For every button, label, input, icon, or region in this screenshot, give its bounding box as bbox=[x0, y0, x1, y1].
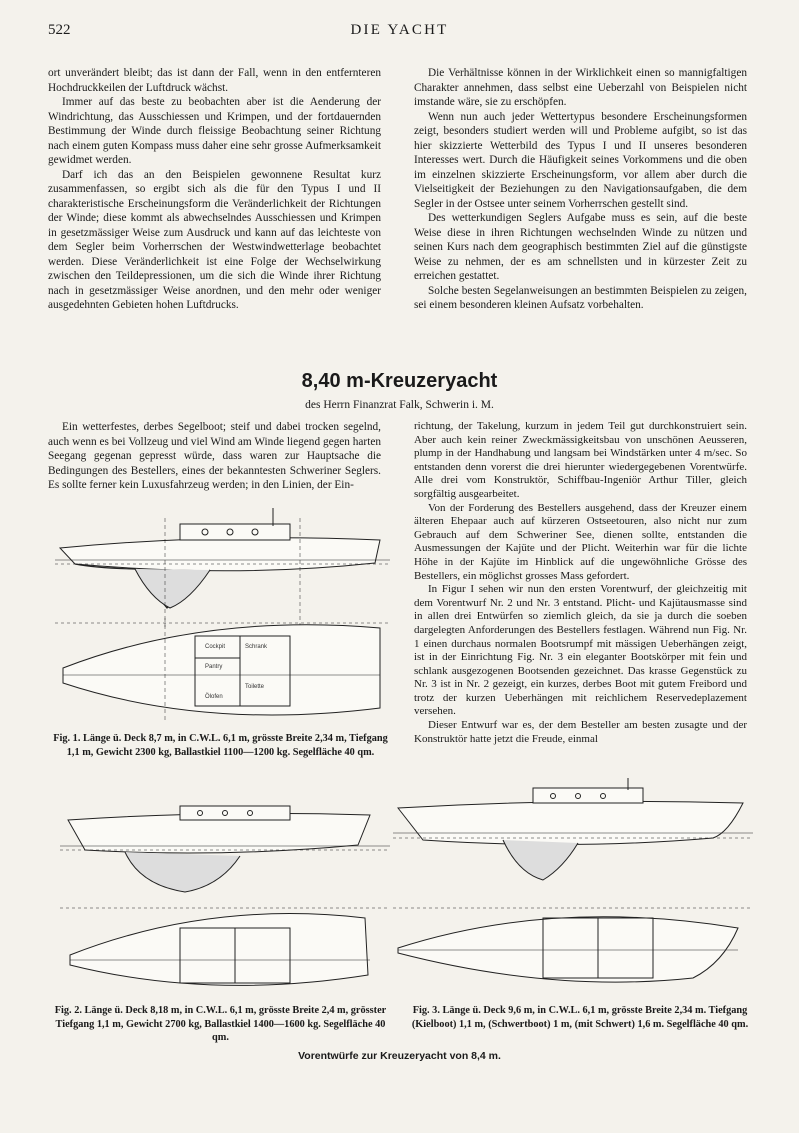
paragraph: Darf ich das an den Beispielen gewonnene Resultat kurz zusammenfassen, so ergibt sich als die für den Typus I und II charakteristische Erscheinungsform die Veränderlichkeit der Richtungen der Winde; diese kommt als abwechselndes Ausschiessen und Krimpen in gesetzmässiger Weise zum Ausdruck und kann auf das leichteste von dem Segler beim Vorherrschen der Westwindwetterlage beobachtet werden. Diese Veränderlichkeit ist eine Folge der Wechselwirkung zwischen den Teildepressionen, um die sich die Winde ihrer Richtung nach in gesetzmässiger Weise anordnen, und den mehr oder weniger ausgedehnten Gebieten hohen Luftdrucks. bbox=[48, 168, 381, 311]
running-title: DIE YACHT bbox=[350, 22, 449, 38]
figure-2-caption: Fig. 2. Länge ü. Deck 8,18 m, in C.W.L. 6,1 m, grösste Breite 2,4 m, grösster Tiefgang 1,1 m, Gewicht 2700 kg, Ballastkiel 1400—1600 kg. Segelfläche 40 qm. bbox=[54, 1005, 387, 1043]
figure-2-drawing bbox=[60, 800, 390, 1000]
paragraph: Solche besten Segelanweisungen an bestimmten Beispielen zu zeigen, sei einem besonderen kleinen Aufsatz vorbehalten. bbox=[414, 284, 747, 311]
paragraph: ort unverändert bleibt; das ist dann der Fall, wenn in den entfernteren Hochdruckkeilen der Luftdruck wächst. bbox=[48, 67, 381, 94]
fig2-plan bbox=[60, 908, 390, 985]
fig1-plan-label: Ölofen bbox=[205, 694, 223, 700]
fig1-plan-label: Schrank bbox=[245, 644, 268, 650]
fig3-profile bbox=[393, 778, 753, 880]
paragraph: Immer auf das beste zu beobachten aber ist die Aenderung der Windrichtung, das Ausschiessen und Krimpen, und der fortdauernden Bestimmung der Winde durch fleissige Beobachtung seiner Richtung nach einem guten Kompass muss daher eine sehr grosse Aufmerksamkeit gewidmet werden. bbox=[48, 96, 381, 166]
paragraph: Ein wetterfestes, derbes Segelboot; steif und dabei trocken segelnd, auch wenn es bei Vollzeug und viel Wind am Winde liegend gegen harten Seegang gegenan gepresst würde, dass waren zur Hauptsache die Bedingungen des Bestellers, eines der bekanntesten Schweriner Seglers. Es sollte ferner kein Luxusfahrzeug werden; in den Linien, der Ein- bbox=[48, 421, 381, 491]
figure-3-drawing bbox=[393, 778, 753, 1000]
fig1-profile bbox=[55, 508, 390, 628]
paragraph: Des wetterkundigen Seglers Aufgabe muss es sein, auf die beste Weise diese in ihren Richtungen wechselnden Winde zu nützen und seinen Kurs nach dem geographisch bestimmten Ziel auf die günstigste Weise zu nehmen, der es am schnellsten und in kürzester Zeit zu erreichen gestattet. bbox=[414, 212, 747, 282]
figure-3-caption: Fig. 3. Länge ü. Deck 9,6 m, in C.W.L. 6,1 m, grösste Breite 2,34 m. Tiefgang (Kielboot) 1,1 m, (Schwertboot) 1 m, (mit Schwert) 1,6 m. Segelfläche 40 qm. bbox=[411, 1005, 749, 1030]
article-right-column bbox=[414, 420, 747, 746]
fig1-plan-label: Toilette bbox=[245, 684, 265, 690]
paragraph: Die Verhältnisse können in der Wirklichkeit einen so mannigfaltigen Charakter annehmen, dass selbst eine Ueberzahl von Beispielen nicht imstande wäre, sie zu erschöpfen. bbox=[414, 67, 747, 108]
paragraph: richtung, der Takelung, kurzum in jedem Teil gut durchkonstruiert sein. Aber auch kein reiner Zweckmässigkeitsbau von unschönen Aeusseren, plump in der Handhabung und langsam bei Windstärken unter 4 m/sec. So entstanden denn vorerst die drei hierunter wiedergegebenen Vorentwürfe. Alle drei vom Konstruktör, Schiffbau-Ingeniör Arthur Tiller, gleich sorgfältig ausgearbeitet. bbox=[414, 420, 747, 500]
fig1-plan-label: Cockpit bbox=[205, 644, 226, 650]
page-number: 522 bbox=[48, 22, 71, 38]
article-title: 8,40 m-Kreuzeryacht bbox=[301, 370, 498, 392]
paragraph: In Figur I sehen wir nun den ersten Vorentwurf, der gleichzeitig mit dem Vorentwurf Nr. 2 und Nr. 3 entstand. Plicht- und Kajütausmasse sind in allen drei Entwürfen so ziemlich gleich, da sie ja durch die soeben dargelegten Anforderungen des Bestellers festlagen. Während nun Fig. Nr. 1 einen durchaus normalen Bootsrumpf mit mässigen Ueberhängen zeigt, ist in der Einrichtung Fig. Nr. 3 ein eleganter Bootskörper mit fein und schlank ausgezogenen Bootsenden gezeichnet. Das krasse Gegenstück zu Nr. 3 ist in Nr. 2 gezeigt, ein kurzes, derbes Boot mit gutem Freibord und trotz der kurzen Ueberhängen mit reichlichem Reservedeplazement versehen. bbox=[414, 583, 747, 718]
article-subtitle: des Herrn Finanzrat Falk, Schwerin i. M. bbox=[305, 399, 494, 411]
paragraph: Von der Forderung des Bestellers ausgehend, dass der Kreuzer einem älteren Ehepaar auch auf kürzeren Ostseetouren, also nicht nur zum Gebrauch auf dem Schweriner See, dienen sollte, entstanden die Ausmessungen der Kajüte und der Plicht. Weiterhin war für die lichte Höhe in der Kajüte im Hinblick auf die ungewöhnliche Grösse des Bestellers, ein möglichst grosses Mass gefordert. bbox=[414, 501, 747, 582]
fig2-profile bbox=[60, 806, 390, 892]
fig1-plan-label: Pantry bbox=[205, 664, 223, 670]
paragraph: Dieser Entwurf war es, der dem Besteller am besten zusagte und der Konstruktör hatte jetzt die Freude, einmal bbox=[414, 719, 747, 745]
article-left-column bbox=[48, 420, 381, 493]
fig1-plan bbox=[55, 618, 390, 723]
figure-1-caption: Fig. 1. Länge ü. Deck 8,7 m, in C.W.L. 6,1 m, grösste Breite 2,34 m, Tiefgang 1,1 m, Gewicht 2300 kg, Ballastkiel 1100—1200 kg. Segelfläche 40 qm. bbox=[53, 733, 388, 758]
top-left-column bbox=[48, 66, 381, 313]
figure-1-drawing bbox=[55, 508, 390, 730]
bottom-caption: Vorentwürfe zur Kreuzeryacht von 8,4 m. bbox=[298, 1050, 501, 1062]
top-right-column bbox=[414, 66, 747, 313]
paragraph: Wenn nun auch jeder Wettertypus besondere Erscheinungsformen zeigt, besonders studiert werden will und Probleme aufgibt, so ist das hier skizzierte Wetterbild des Typus I und II unseres besonderen Interesses wert. Durch die Häufigkeit seines Vorkommens und die oben im einzelnen skizzierte Erscheinungsform, vor allem aber durch die Vielseitigkeit der Beziehungen zu den Navigationsaufgaben, die dem Segler in der Ostsee unter seinem Vorherrschen gestellt sind. bbox=[414, 110, 747, 210]
fig3-plan bbox=[393, 908, 753, 982]
